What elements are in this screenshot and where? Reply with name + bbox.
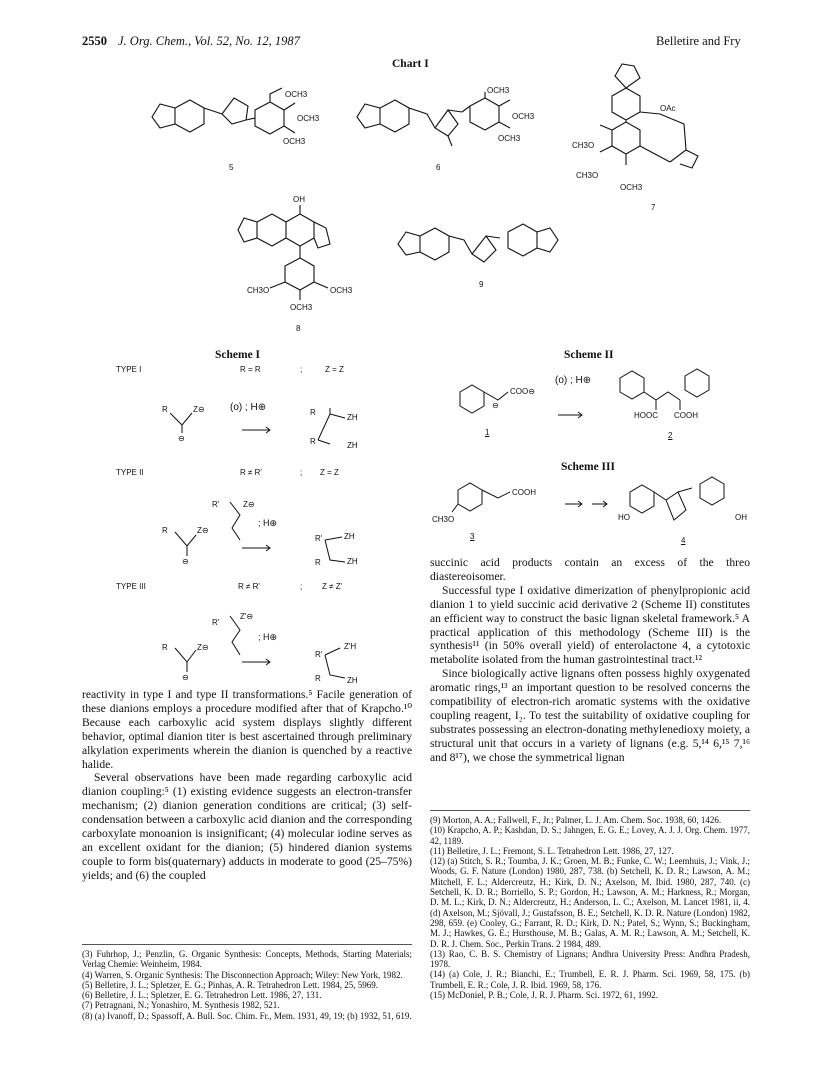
right-footnotes [430,810,750,1000]
svg-text:OCH3: OCH3 [297,114,320,123]
svg-text:CH3O: CH3O [247,286,270,295]
footnote: (5) Belletire, J. L.; Spletzer, E. G.; Pinhas, A. R. Tetrahedron Lett. 1984, 25, 5969. [82,979,379,990]
footnote: (7) Petragnani, N.; Yonashiro, M. Synthesis 1982, 521. [82,1000,280,1011]
footnote: (9) Morton, A. A.; Fallwell, F., Jr.; Palmer, L. J. Am. Chem. Soc. 1938, 60, 1426. [430,815,722,825]
svg-text:6: 6 [436,163,441,172]
svg-text:CH3O: CH3O [576,171,599,180]
footnote: (4) Warren, S. Organic Synthesis: The Disconnection Approach; Wiley: New York, 1982. [82,969,403,980]
svg-text:OAc: OAc [660,104,676,113]
svg-text:7: 7 [651,203,656,212]
och3-label: OCH3 [285,90,308,99]
running-authors: Belletire and Fry [656,34,741,48]
svg-text:OCH3: OCH3 [498,134,521,143]
scheme3-title: Scheme III [561,461,615,473]
left-column-text [82,688,412,883]
svg-text:OCH3: OCH3 [620,183,643,192]
footnote: (12) (a) Stitch, S. R.; Toumba, J. K.; Groen, M. B.; Funke, C. W.; Leemhuis, J.; Vink, J.; Woods, G. F. Nature (London) 1980, 287, 738. (b) Setchell, K. D. R.; Lawson, A. M.; Mitchell, F. L.; Aldercreutz, H.; Kirk, D. N.; Axelson, M. Ibid. 1980, 287, 740. (c) Setchell, K. D. R.; Borriello, S. P.; Gordon, H.; Lawson, A. M.; Harkness, R.; Morgan, D. M. L.; Kirk, D. N.; Aldercreutz, H.; Anderson, L. C.; Axelson, M. Lancet 1981, ii, 4. (d) Axelson, M.; Sjövall, J.; Gustafsson, B. E.; Setchell, K. D. R. Nature (London) 1982, 298, 659. (e) Cooley, G.; Farrant, R. D.; Kirk, D. N.; Patel, S.; Wynn, S.; Buckingham, M. J.; Hawkes, G. E.; Hursthouse, M. B.; Galas, A. M. R.; Lawson, A. M.; Setchell, K. D. R. J. Chem. Soc., Perkin Trans. 2 1984, 489. [430,856,750,949]
footnote: (8) (a) Ivanoff, D.; Spassoff, A. Bull. Soc. Chim. Fr., Mem. 1931, 49, 19; (b) 1932, 51, 619. [82,1010,412,1021]
compound-number: 1 [485,428,490,437]
paragraph: Since biologically active lignans often possess highly oxygenated aromatic rings,¹³ an important question to be resolved concerns the compatibility of electron-rich aromatic systems with the oxidative coupling reagent, I₂. To test the suitability of oxidative coupling for substrates possessing an electron-donating methylenedioxy moiety, a structural unit that occurs in a variety of lignans (e.g. 5,¹⁴ 6,¹⁵ 7,¹⁶ and 8¹⁷), we chose the symmetrical lignan [430,667,750,764]
page-number: 2550 [82,34,107,48]
footnote: (10) Krapcho, A. P.; Kashdan, D. S.; Jahngen, E. G. E.; Lovey, A. J. J. Org. Chem. 1977, 42, 1189. [430,825,750,846]
compound-number: 5 [229,163,234,172]
svg-text:OCH3: OCH3 [512,112,535,121]
footnote: (3) Fuhrhop, J.; Penzlin, G. Organic Synthesis: Concepts, Methods, Starting Materials; Verlag Chemie: Weinheim, 1984. [82,949,412,970]
scheme2-reagent: (o) ; H⊕ [555,375,592,386]
type-label: TYPE I [116,365,142,374]
right-column-text [430,556,750,765]
paragraph: succinic acid products contain an excess of the threo diastereoisomer. [430,556,750,583]
paragraph: Successful type I oxidative dimerization of phenylpropionic acid dianion 1 to yield succinic acid derivative 2 (Scheme II) constitutes an efficient way to construct the basic lignan skeletal framework.⁵ A practical application of this methodology (Scheme III) is the synthesis¹¹ (in 50% overall yield) of enterolactone 4, a cytotoxic metabolite isolated from the human gastrointestinal tract.¹² [430,583,750,667]
footnote: (11) Belletire, J. L.; Fremont, S. L. Tetrahedron Lett. 1986, 27, 127. [430,845,674,856]
r-label: R [162,405,168,414]
footnote: (6) Belletire, J. L.; Spletzer, E. G. Tetrahedron Lett. 1986, 27, 131. [82,990,322,1001]
scheme1-title: Scheme I [215,349,261,361]
footnote: (14) (a) Cole, J. R.; Bianchi, E.; Trumbell, E. R. J. Pharm. Sci. 1969, 58, 175. (b) Trumbell, E. R.; Cole, J. R. Ibid. 1969, 58, 176. [430,969,750,990]
paragraph: reactivity in type I and type II transformations.⁵ Facile generation of these dianions employs a procedure modified after that of Krapcho.¹⁰ Because each carboxylic acid system displays slightly different behavior, optimal dianion titer is best ascertained through preliminary alkylation experiments wherein the dianion is quenched by a reactive halide. [82,688,412,771]
footnote: (13) Rao, C. B. S. Chemistry of Lignans; Andhra University Press: Andhra Pradesh, 1978. [430,948,750,970]
svg-text:OCH3: OCH3 [290,303,313,312]
journal-citation: J. Org. Chem., Vol. 52, No. 12, 1987 [118,34,300,48]
svg-text:8: 8 [296,324,301,333]
svg-text:OCH3: OCH3 [283,137,306,146]
chart-title: Chart I [392,58,429,70]
svg-text:OH: OH [293,195,305,204]
svg-text:OCH3: OCH3 [330,286,353,295]
svg-text:OCH3: OCH3 [487,86,510,95]
footnote: (15) McDoniel, P. B.; Cole, J. R. J. Pharm. Sci. 1972, 61, 1992. [430,990,659,1001]
scheme1-reagent: (o) ; H⊕ [230,402,267,413]
svg-text:9: 9 [479,280,484,289]
paragraph: Several observations have been made regarding carboxylic acid dianion coupling:⁵ (1) existing evidence suggests an electron-transfer mechanism; (2) dianion generation conditions are critical; (3) self-condensation between a carboxylic acid dianion and the corresponding carboxylate monoanion is insignificant; (4) molecular iodine serves as an excellent oxidant for the dianion; (5) hindered dianion systems couple to form bis(quaternary) adducts in moderate to good (25–75%) yields; and (6) the coupled [82,771,412,882]
left-footnotes [82,944,412,1021]
svg-text:CH3O: CH3O [572,141,595,150]
scheme2-title: Scheme II [564,349,614,361]
